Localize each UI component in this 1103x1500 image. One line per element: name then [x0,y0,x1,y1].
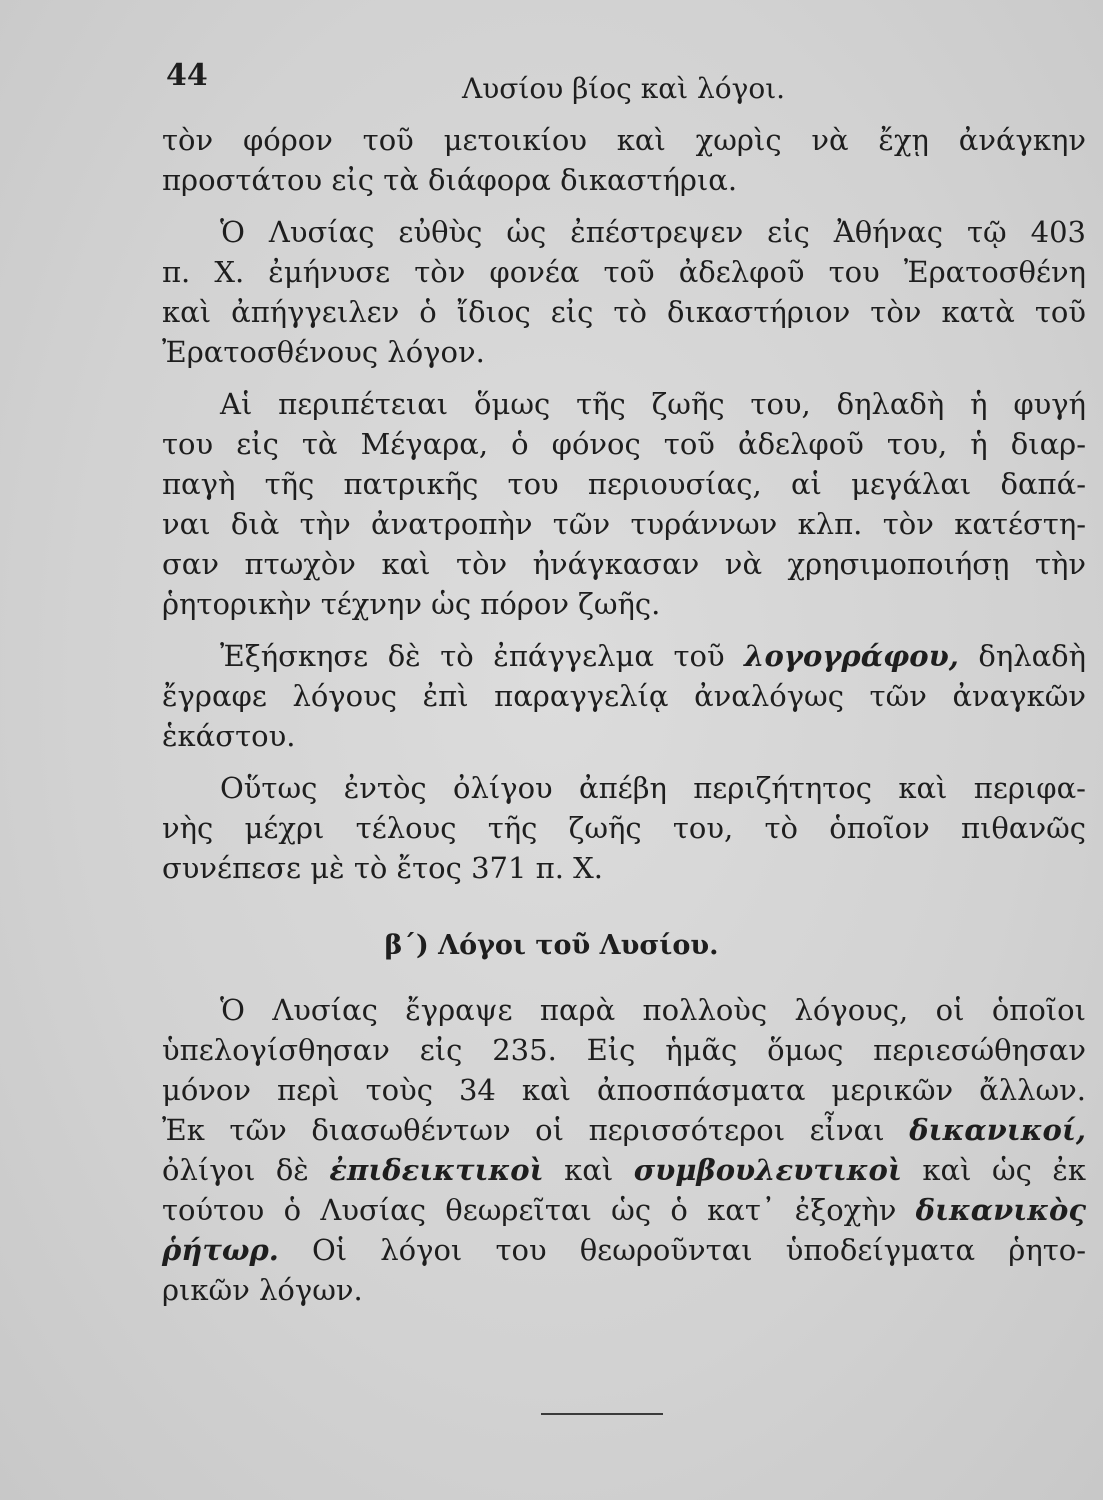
running-title: Λυσίου βίος καὶ λόγοι. [462,72,786,105]
text-line: ῥητορικὴν τέχνην ὡς πόρον ζωῆς. [162,587,661,621]
paragraph-2 [162,212,1086,372]
emphasis-term: λογογράφου, [744,639,959,673]
text-run: τούτου ὁ Λυσίας θεωρεῖται ὡς ὁ κατ᾽ ἐξοχὴν [162,1193,916,1227]
text-line: π. Χ. ἐμήνυσε τὸν φονέα τοῦ ἀδελφοῦ του Ἐρατοσθένη [162,255,1086,289]
text-line: ὑπελογίσθησαν εἰς 235. Εἰς ἡμᾶς ὅμως περιεσώθησαν [162,1033,1086,1067]
text-line: ναι διὰ τὴν ἀνατροπὴν τῶν τυράννων κλπ. τὸν κατέστη- [162,507,1086,541]
emphasis-term: δικανικοί, [909,1113,1086,1147]
text-line [162,1230,1086,1270]
section-heading: β΄) Λόγοι τοῦ Λυσίου. [384,930,719,961]
text-line: ἔγραφε λόγους ἐπὶ παραγγελίᾳ ἀναλόγως τῶν ἀναγκῶν [162,679,1086,713]
text-line: Οὕτως ἐντὸς ὀλίγου ἀπέβη περιζήτητος καὶ περιφα- [220,771,1086,805]
text-line: συνέπεσε μὲ τὸ ἔτος 371 π. Χ. [162,851,604,885]
text-line [162,1150,1086,1190]
page-number: 44 [166,58,208,93]
emphasis-term: συμβουλευτικοὶ [633,1153,902,1187]
paragraph-3 [162,384,1086,624]
text-line: Ἐρατοσθένους λόγον. [162,335,485,369]
paragraph-4 [162,636,1086,756]
section-2-text [162,990,1086,1310]
text-line: νὴς μέχρι τέλους τῆς ζωῆς του, τὸ ὁποῖον πιθανῶς [162,811,1086,845]
page-header [0,58,1103,108]
text-line [162,1190,1086,1230]
emphasis-term: δικανικὸς [915,1193,1086,1227]
footer-rule [541,1413,663,1415]
text-run: καὶ [543,1153,634,1187]
emphasis-term: ῥήτωρ. [162,1233,279,1267]
text-line: παγὴ τῆς πατρικῆς του περιουσίας, αἱ μεγάλαι δαπά- [162,467,1086,501]
text-line: ρικῶν λόγων. [162,1273,363,1307]
text-run: Ἐξήσκησε δὲ τὸ ἐπάγγελμα τοῦ [220,639,745,673]
text-run: καὶ ὡς ἐκ [901,1153,1086,1187]
text-line [162,1110,1086,1150]
paragraph-5 [162,768,1086,888]
text-run: δηλαδὴ [958,639,1086,673]
emphasis-term: ἐπιδεικτικοὶ [329,1153,544,1187]
section-1-text [162,120,1086,900]
text-line: καὶ ἀπήγγειλεν ὁ ἴδιος εἰς τὸ δικαστήριον τὸν κατὰ τοῦ [162,295,1086,329]
text-line: Ὁ Λυσίας ἔγραψε παρὰ πολλοὺς λόγους, οἱ ὁποῖοι [220,993,1086,1027]
text-line: Αἱ περιπέτειαι ὅμως τῆς ζωῆς του, δηλαδὴ ἡ φυγή [220,387,1086,421]
text-line: τὸν φόρον τοῦ μετοικίου καὶ χωρὶς νὰ ἔχῃ ἀνάγκην [162,123,1086,157]
text-line: μόνον περὶ τοὺς 34 καὶ ἀποσπάσματα μερικῶν ἄλλων. [162,1073,1086,1107]
text-line: του εἰς τὰ Μέγαρα, ὁ φόνος τοῦ ἀδελφοῦ του, ἡ διαρ- [162,427,1086,461]
text-run: Οἱ λόγοι του θεωροῦνται ὑποδείγματα ῥητο- [278,1233,1086,1267]
paragraph-1 [162,120,1086,200]
text-line [162,636,1086,676]
text-line: προστάτου εἰς τὰ διάφορα δικαστήρια. [162,163,738,197]
text-line: σαν πτωχὸν καὶ τὸν ἠνάγκασαν νὰ χρησιμοποιήσῃ τὴν [162,547,1086,581]
text-run: Ἐκ τῶν διασωθέντων οἱ περισσότεροι εἶναι [162,1113,910,1147]
text-run: ὀλίγοι δὲ [162,1153,330,1187]
text-line: ἑκάστου. [162,719,296,753]
text-line: Ὁ Λυσίας εὐθὺς ὡς ἐπέστρεψεν εἰς Ἀθήνας τῷ 403 [220,215,1086,249]
